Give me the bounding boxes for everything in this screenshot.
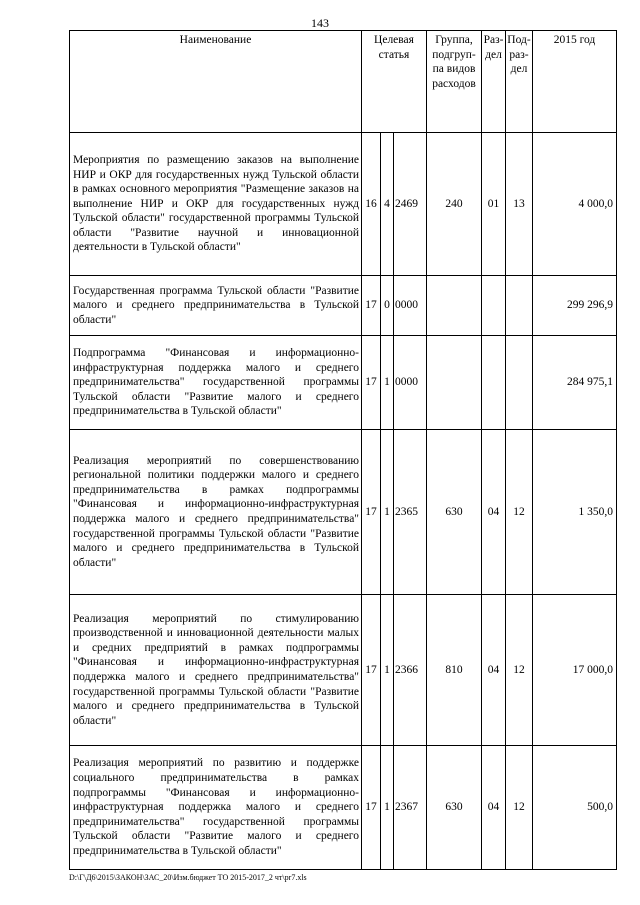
row-name: Государственная программа Тульской области "Развитие малого и среднего предпринимательства в Тульской области" (70, 276, 362, 336)
row-amount: 284 975,1 (533, 336, 617, 430)
row-group: 630 (427, 746, 482, 870)
row-article-2: 4 (381, 133, 394, 276)
row-article-1: 17 (362, 595, 381, 746)
row-group: 810 (427, 595, 482, 746)
row-section (482, 336, 506, 430)
row-article-3: 0000 (394, 276, 427, 336)
header-subsection: Под-раз-дел (506, 31, 533, 133)
row-article-1: 17 (362, 276, 381, 336)
row-article-3: 2367 (394, 746, 427, 870)
page-number: 143 (311, 16, 329, 30)
row-amount: 4 000,0 (533, 133, 617, 276)
row-article-2: 1 (381, 595, 394, 746)
row-article-3: 2469 (394, 133, 427, 276)
row-article-2: 1 (381, 336, 394, 430)
row-article-1: 16 (362, 133, 381, 276)
row-article-1: 17 (362, 746, 381, 870)
row-amount: 17 000,0 (533, 595, 617, 746)
row-name: Подпрограмма "Финансовая и информационно-инфраструктурная поддержка малого и среднего предпринимательства" государственной программы Тульской области "Развитие малого и среднего предпринимательства в Тульской области" (70, 336, 362, 430)
row-group: 630 (427, 430, 482, 595)
row-section: 01 (482, 133, 506, 276)
row-section: 04 (482, 595, 506, 746)
header-section: Раз-дел (482, 31, 506, 133)
row-subsection: 12 (506, 595, 533, 746)
row-article-3: 0000 (394, 336, 427, 430)
table-row (70, 336, 617, 430)
table-row (70, 746, 617, 870)
row-subsection: 12 (506, 746, 533, 870)
row-section (482, 276, 506, 336)
row-group (427, 336, 482, 430)
table-row (70, 276, 617, 336)
table-row (70, 595, 617, 746)
row-subsection (506, 276, 533, 336)
row-article-1: 17 (362, 336, 381, 430)
row-amount: 299 296,9 (533, 276, 617, 336)
table-row (70, 133, 617, 276)
row-section: 04 (482, 430, 506, 595)
row-article-2: 0 (381, 276, 394, 336)
row-name: Реализация мероприятий по стимулированию производственной и инновационной деятельности малых и средних предприятий в рамках подпрограммы "Финансовая и информационно-инфраструктурная поддержка малого и среднего предпринимательства" государственной программы Тульской области "Развитие малого и среднего предпринимательства в Тульской области" (70, 595, 362, 746)
budget-table (69, 30, 617, 870)
header-year: 2015 год (533, 31, 617, 133)
footer-file-path: D:\Г\Д6\2015\ЗАКОН\ЗАС_20\Изм.бюджет ТО 2015-2017_2 чт\pr7.xls (69, 873, 307, 882)
row-group: 240 (427, 133, 482, 276)
row-article-3: 2365 (394, 430, 427, 595)
row-article-3: 2366 (394, 595, 427, 746)
row-article-1: 17 (362, 430, 381, 595)
row-group (427, 276, 482, 336)
row-amount: 500,0 (533, 746, 617, 870)
row-article-2: 1 (381, 746, 394, 870)
table-header-row (70, 31, 617, 133)
row-subsection: 13 (506, 133, 533, 276)
row-article-2: 1 (381, 430, 394, 595)
header-target-article: Целевая статья (362, 31, 427, 133)
table-row (70, 430, 617, 595)
header-name: Наименование (70, 31, 362, 133)
row-subsection (506, 336, 533, 430)
row-name: Мероприятия по размещению заказов на выполнение НИР и ОКР для государственных нужд Тульской области в рамках основного мероприятия "Размещение заказов на выполнение НИР и ОКР для государственных нужд Тульской области" государственной программы Тульской области "Развитие научной и инновационной деятельности в Тульской области" (70, 133, 362, 276)
row-subsection: 12 (506, 430, 533, 595)
row-amount: 1 350,0 (533, 430, 617, 595)
row-section: 04 (482, 746, 506, 870)
header-group: Группа, подгруп-па видов расходов (427, 31, 482, 133)
row-name: Реализация мероприятий по совершенствованию региональной политики поддержки малого и среднего предпринимательства в рамках подпрограммы "Финансовая и информационно-инфраструктурная поддержка малого и среднего предпринимательства" государственной программы Тульской области "Развитие малого и среднего предпринимательства в Тульской области" (70, 430, 362, 595)
row-name: Реализация мероприятий по развитию и поддержке социального предпринимательства в рамках подпрограммы "Финансовая и информационно-инфраструктурная поддержка малого и среднего предпринимательства" государственной программы Тульской области "Развитие малого и среднего предпринимательства в Тульской области" (70, 746, 362, 870)
